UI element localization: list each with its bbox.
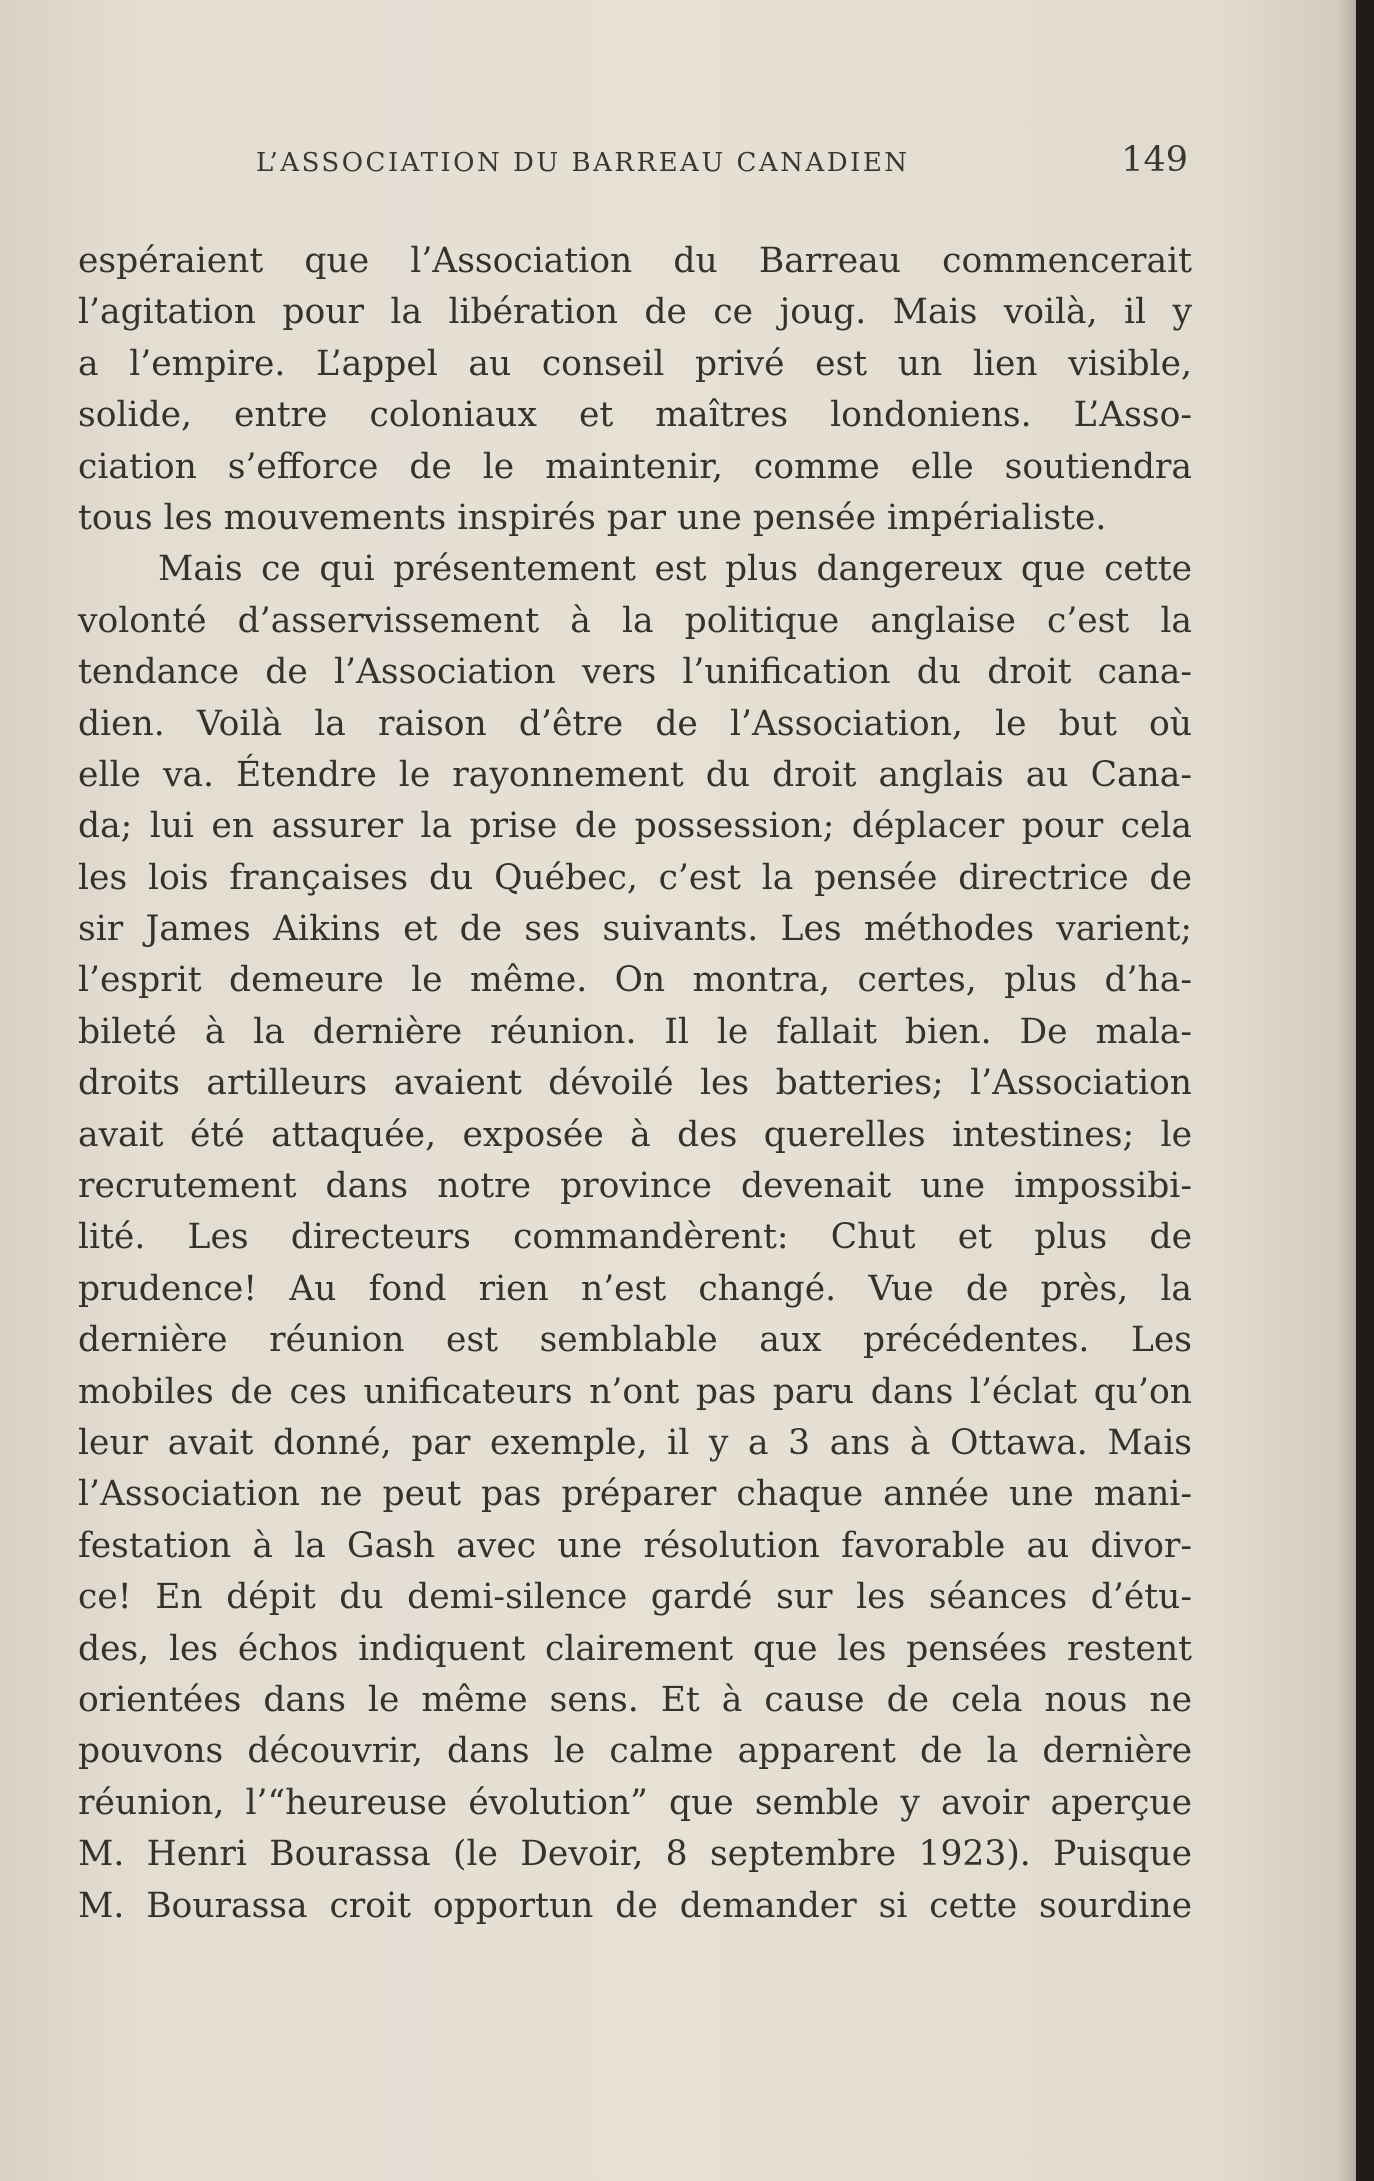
text-line: l’Association ne peut pas préparer chaque année une mani-	[78, 1474, 1192, 1515]
text-line: les lois françaises du Québec, c’est la pensée directrice de	[78, 857, 1192, 898]
text-line: des, les échos indiquent clairement que les pensées restent	[78, 1628, 1192, 1669]
text-line: a l’empire. L’appel au conseil privé est un lien visible,	[78, 343, 1192, 384]
text-line: l’esprit demeure le même. On montra, certes, plus d’ha-	[78, 960, 1192, 1001]
text-line: l’agitation pour la libération de ce joug. Mais voilà, il y	[78, 292, 1192, 333]
text-line: leur avait donné, par exemple, il y a 3 ans à Ottawa. Mais	[78, 1422, 1192, 1463]
text-line: dernière réunion est semblable aux précédentes. Les	[78, 1320, 1192, 1361]
text-line: dien. Voilà la raison d’être de l’Association, le but où	[78, 703, 1192, 744]
body-text	[78, 236, 1192, 1932]
page-header	[256, 140, 1188, 184]
text-line: ce! En dépit du demi-silence gardé sur les séances d’étu-	[78, 1577, 1192, 1618]
text-line: bileté à la dernière réunion. Il le fallait bien. De mala-	[78, 1011, 1192, 1052]
text-line: réunion, l’“heureuse évolution” que semble y avoir aperçue	[78, 1782, 1192, 1823]
text-line: tendance de l’Association vers l’unification du droit cana-	[78, 652, 1192, 693]
text-line: pouvons découvrir, dans le calme apparent de la dernière	[78, 1731, 1192, 1772]
text-line: M. Bourassa croit opportun de demander si cette sourdine	[78, 1885, 1192, 1926]
dark-page-edge	[1356, 0, 1374, 2181]
text-line: volonté d’asservissement à la politique anglaise c’est la	[78, 600, 1192, 641]
running-head: L’ASSOCIATION DU BARREAU CANADIEN	[256, 148, 910, 178]
page-number: 149	[1121, 140, 1188, 180]
text-line: tous les mouvements inspirés par une pensée impérialiste.	[78, 497, 1107, 538]
text-line: recrutement dans notre province devenait une impossibi-	[78, 1166, 1192, 1207]
text-line: solide, entre coloniaux et maîtres londoniens. L’Asso-	[78, 395, 1192, 436]
text-line: elle va. Étendre le rayonnement du droit anglais au Cana-	[78, 754, 1192, 795]
text-line: lité. Les directeurs commandèrent: Chut et plus de	[78, 1217, 1192, 1258]
text-line: sir James Aikins et de ses suivants. Les méthodes varient;	[78, 909, 1192, 950]
text-line: Mais ce qui présentement est plus dangereux que cette	[158, 549, 1192, 590]
text-line: orientées dans le même sens. Et à cause de cela nous ne	[78, 1679, 1192, 1720]
text-line: da; lui en assurer la prise de possession; déplacer pour cela	[78, 806, 1192, 847]
text-line: prudence! Au fond rien n’est changé. Vue de près, la	[78, 1268, 1192, 1309]
text-line: mobiles de ces unificateurs n’ont pas paru dans l’éclat qu’on	[78, 1371, 1192, 1412]
text-line: avait été attaquée, exposée à des querelles intestines; le	[78, 1114, 1192, 1155]
text-line: festation à la Gash avec une résolution favorable au divor-	[78, 1525, 1192, 1566]
text-line: espéraient que l’Association du Barreau commencerait	[78, 241, 1192, 281]
text-line: ciation s’efforce de le maintenir, comme elle soutiendra	[78, 446, 1192, 487]
text-line: droits artilleurs avaient dévoilé les batteries; l’Association	[78, 1063, 1192, 1104]
text-line: M. Henri Bourassa (le Devoir, 8 septembre 1923). Puisque	[78, 1834, 1192, 1875]
